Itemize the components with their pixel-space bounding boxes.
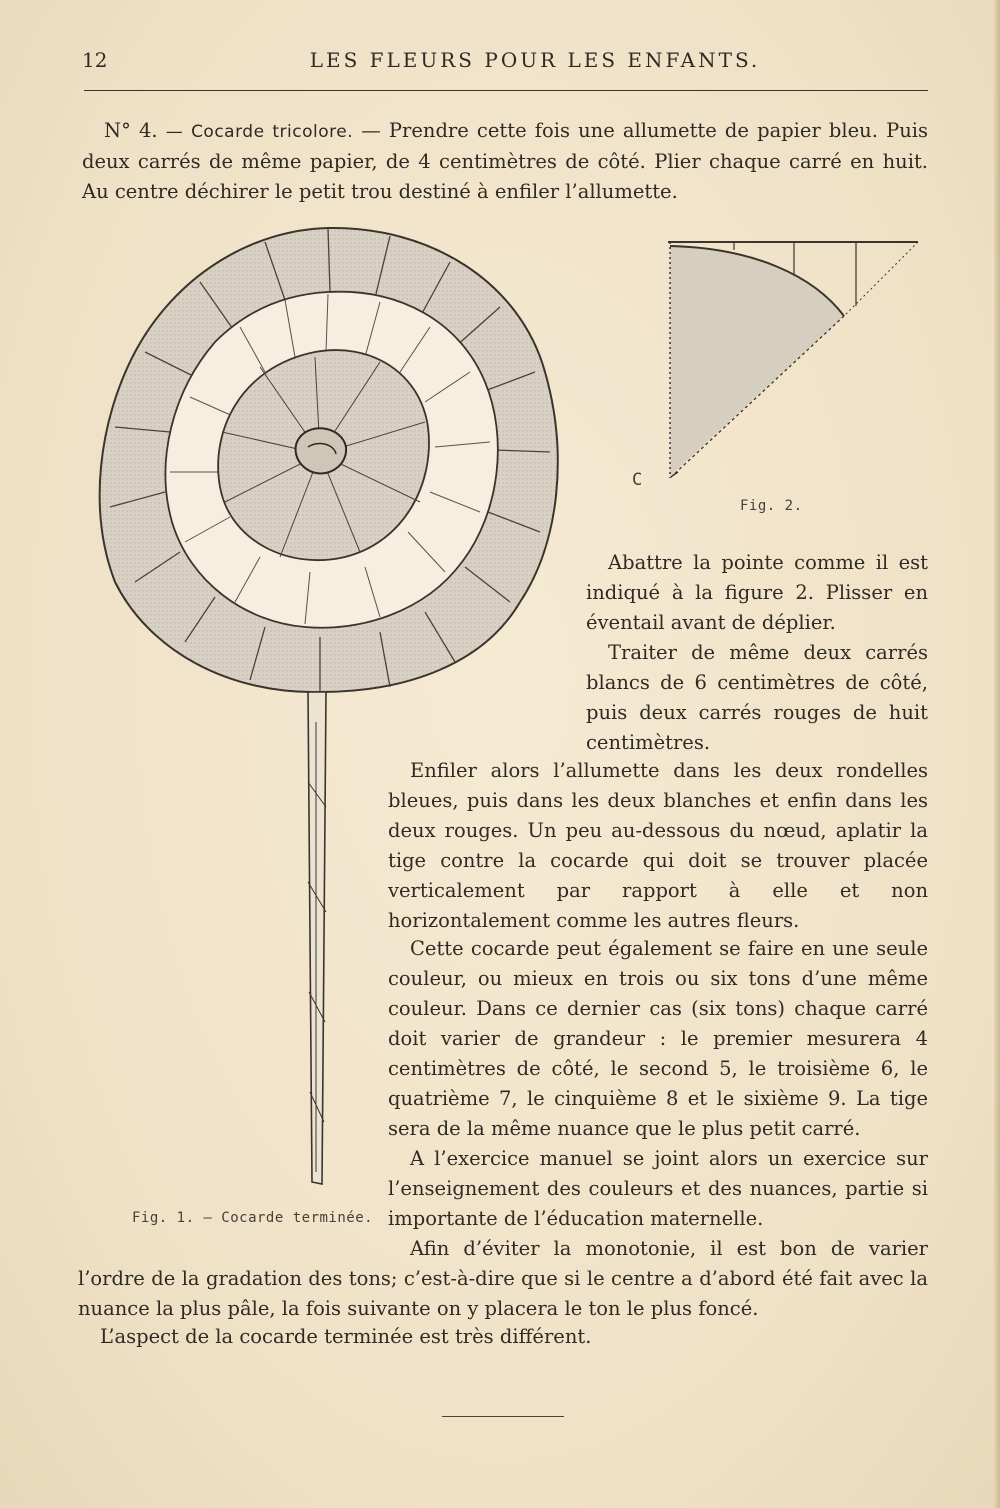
running-title: LES FLEURS POUR LES ENFANTS. xyxy=(309,48,761,72)
end-rule xyxy=(442,1416,564,1417)
paragraph-4: Cette cocarde peut également se faire en une seule couleur, ou mieux en trois ou six tons d’une même couleur. Dans ce dernier cas (six tons) chaque carré doit varier de grandeur : le premier mesurera 4 centimètres de côté, le second 5, le troisième 6, le quatrième 7, le cinquième 8 et le sixième 9. La tige sera de la même nuance que le plus petit carré. xyxy=(388,937,928,1140)
paragraph-6: Afin d’éviter la monotonie, il est bon de varier l’ordre de la gradation des tons; c’est-à-dire que si le centre a d’abord été fait avec la nuance la plus pâle, la fois suivante on y placera le ton le plus foncé. xyxy=(78,1237,928,1320)
figure-2-caption: Fig. 2. xyxy=(740,498,803,514)
paragraph-2: Traiter de même deux carrés blancs de 6 centimètres de côté, puis deux carrés rouges de huit centimètres. xyxy=(586,641,928,754)
intro-paragraph xyxy=(82,116,928,207)
section-number: N° 4. xyxy=(104,119,158,142)
title-text: Cocarde tricolore. xyxy=(191,122,354,142)
figure-2-diagram xyxy=(664,236,924,486)
figure-2-label-c: C xyxy=(632,470,643,490)
paragraph-5: A l’exercice manuel se joint alors un exercice sur l’enseignement des couleurs et des nuances, partie si importante de l’éducation maternelle. xyxy=(388,1147,928,1230)
paragraph-3: Enfiler alors l’allumette dans les deux rondelles bleues, puis dans les deux blanches et enfin dans les deux rouges. Un peu au-dessous du nœud, aplatir la tige contre la cocarde qui doit se trouver placée verticalement par rapport à elle et non horizontalement comme les autres fleurs. xyxy=(388,759,928,932)
title-dash: — xyxy=(165,122,184,142)
paragraph-1: Abattre la pointe comme il est indiqué à la figure 2. Plisser en éventail avant de déplier. xyxy=(586,551,928,634)
intro-text: — Prendre cette fois une allumette de papier bleu. Puis deux carrés de même papier, de 4 centimètres de côté. Plier chaque carré en huit. Au centre déchirer le petit trou destiné à enfiler l’allumette. xyxy=(82,119,928,203)
page-number: 12 xyxy=(82,48,108,72)
page-edge xyxy=(994,0,1000,1508)
page-header xyxy=(82,48,928,78)
figure-1-caption: Fig. 1. — Cocarde terminée. xyxy=(132,1210,374,1226)
paragraph-7: L’aspect de la cocarde terminée est très différent. xyxy=(100,1325,592,1348)
header-rule xyxy=(84,90,928,91)
section-title xyxy=(166,122,353,142)
